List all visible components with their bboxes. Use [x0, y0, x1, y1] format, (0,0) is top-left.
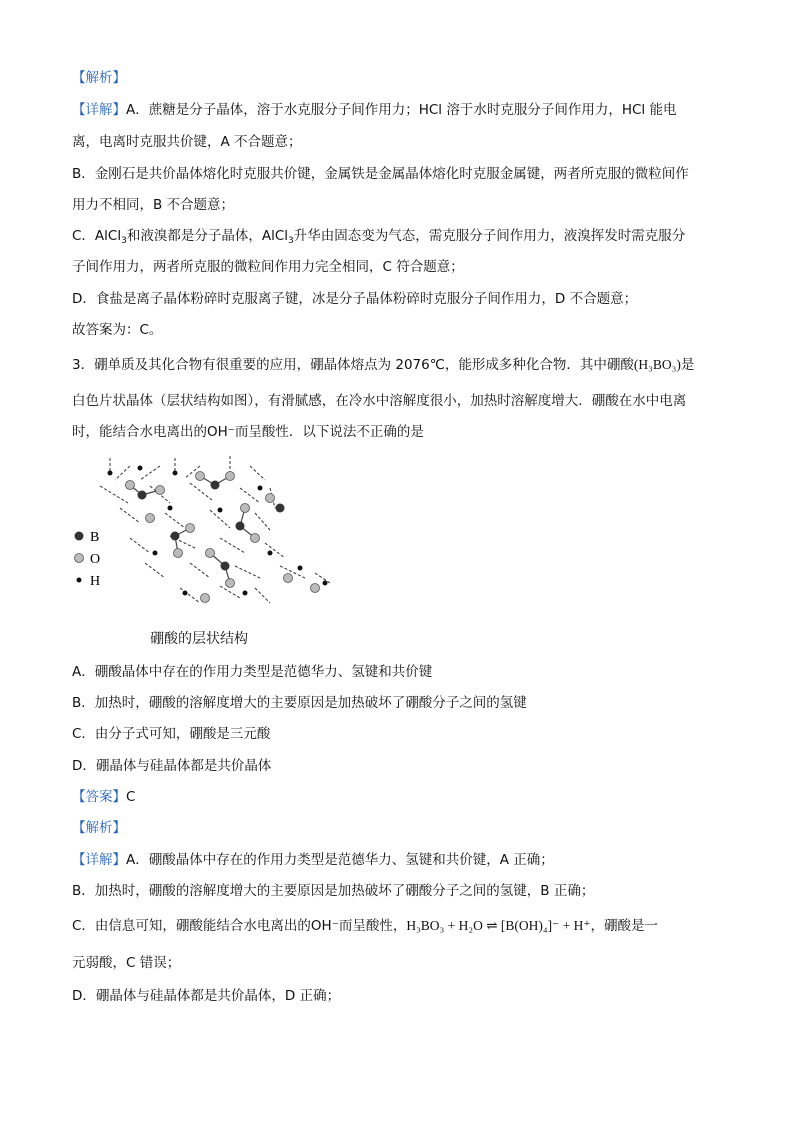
option-b: B．加热时，硼酸的溶解度增大的主要原因是加热破坏了硼酸分子之间的氢键 [72, 695, 527, 711]
explain-c-line-2: 元弱酸，C 错误； [72, 955, 181, 971]
answer-value: C [126, 789, 136, 805]
explain-a: 【详解】A．硼酸晶体中存在的作用力类型是范德华力、氢键和共价键，A 正确； [72, 852, 554, 868]
explain-c-line-1: C．由信息可知，硼酸能结合水电离出的OH⁻而呈酸性，H₃BO₃ + H₂O ⇌ [B(OH)₄]⁻ + H⁺，硼酸是一 [72, 918, 658, 934]
ionization-equation: H₃BO₃ + H₂O ⇌ [B(OH)₄]⁻ + H⁺ [406, 918, 591, 933]
answer-line [72, 785, 135, 805]
detail-line-3: B．金刚石是共价晶体熔化时克服共价键，金属铁是金属晶体熔化时克服金属键，两者所克服的微粒间作 [72, 166, 689, 182]
legend-oxygen-symbol [75, 554, 84, 563]
detail-line-8: 故答案为：C。 [72, 322, 163, 338]
option-c: C．由分子式可知，硼酸是三元酸 [72, 726, 271, 742]
question-line-3: 时，能结合水电离出的OH⁻而呈酸性．以下说法不正确的是 [72, 424, 424, 440]
explain-d: D．硼晶体与硅晶体都是共价晶体，D 正确； [72, 988, 341, 1004]
boric-acid-structure-figure [70, 448, 340, 628]
legend-boron-symbol [75, 532, 84, 541]
option-a: A．硼酸晶体中存在的作用力类型是范德华力、氢键和共价键 [72, 664, 433, 680]
question-line-2: 白色片状晶体（层状结构如图），有滑腻感，在冷水中溶解度很小，加热时溶解度增大．硼酸在水中电离 [72, 393, 687, 409]
hydrogen-bond-lines [100, 456, 330, 603]
detail-line-5: C．AlCl$_3$和液溴都是分子晶体，AlCl$_3$升华由固态变为气态，需克服分子间作用力，液溴挥发时需克服分 [72, 228, 686, 246]
question-line-1: 3．硼单质及其化合物有很重要的应用，硼晶体熔点为 2076℃，能形成多种化合物．其中硼酸(H₃BO₃)是 [72, 357, 695, 373]
analysis-tag-2: 【解析】 [72, 820, 126, 836]
analysis-tag: 【解析】 [72, 70, 126, 86]
answer-tag: 【答案】 [72, 789, 126, 805]
detail-line-7: D．食盐是离子晶体粉碎时克服离子键，冰是分子晶体粉碎时克服分子间作用力，D 不合题意； [72, 291, 638, 307]
figure-caption: 硼酸的层状结构 [150, 631, 248, 647]
legend-hydrogen-label: H [90, 574, 101, 589]
explain-b: B．加热时，硼酸的溶解度增大的主要原因是加热破坏了硼酸分子之间的氢键，B 正确； [72, 883, 595, 899]
legend-hydrogen-symbol [77, 578, 82, 583]
detail-line-1: 【详解】A．蔗糖是分子晶体，溶于水克服分子间作用力；HCl 溶于水时克服分子间作用力，HCl 能电 [72, 102, 677, 118]
option-d: D．硼晶体与硅晶体都是共价晶体 [72, 758, 272, 774]
detail-line-4: 用力不相同，B 不合题意； [72, 197, 235, 213]
boric-acid-formula: (H₃BO₃) [633, 357, 681, 372]
legend-oxygen-label: O [90, 552, 101, 567]
detail-line-6: 子间作用力，两者所克服的微粒间作用力完全相同，C 符合题意； [72, 259, 464, 275]
detail-line-2: 离，电离时克服共价键，A 不合题意； [72, 134, 302, 150]
legend-boron-label: B [90, 530, 100, 545]
detail-tag: 【详解】 [72, 102, 126, 118]
detail-tag-2: 【详解】 [72, 852, 126, 868]
